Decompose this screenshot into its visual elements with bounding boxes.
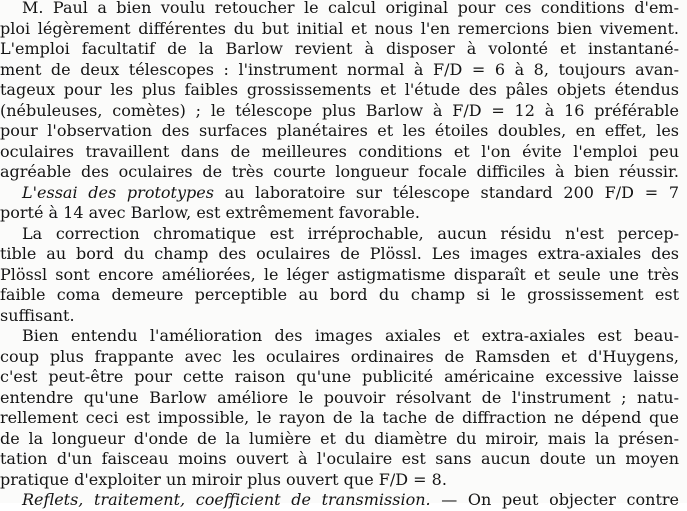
paragraph-4-line-4: entendre qu'une Barlow améliore le pouvoir résolvant de l'instrument ; natu- — [0, 387, 679, 407]
paragraph-2-line-2: porté à 14 avec Barlow, est extrêmement favorable. — [0, 203, 420, 222]
paragraph-3-line-4: faible coma demeure perceptible au bord du champ si le grossissement est — [0, 285, 679, 304]
paragraph-4-line-2: coup plus frappante avec les oculaires ordinaires de Ramsden et d'Huygens, — [0, 346, 679, 366]
paragraph-4-line-5: rellement ceci est impossible, le rayon de la tache de diffraction ne dépend que — [0, 408, 679, 427]
paragraph-2-line-1 — [0, 183, 679, 204]
paragraph-1-line-2: ploi légèrement différentes du but initial et nous l'en remercions bien vivement. — [0, 18, 679, 38]
paragraph-1-line-1: M. Paul a bien voulu retoucher le calcul original pour ces conditions d'em- — [22, 0, 679, 17]
paragraph-3-line-3: Plössl sont encore améliorées, le léger astigmatisme disparaît et seule une très — [0, 264, 679, 284]
paragraph-5-line-1 — [0, 490, 679, 511]
paragraph-3-line-2: tible au bord du champ des oculaires de Plössl. Les images extra-axiales des — [0, 244, 679, 263]
paragraph-1-line-7: pour l'observation des surfaces planétaires et les étoiles doubles, en effet, les — [0, 121, 679, 140]
paragraph-1-line-4: ment de deux télescopes : l'instrument normal à F/D = 6 à 8, toujours avan- — [0, 59, 679, 79]
paragraph-1-line-8: oculaires travaillent dans de meilleures conditions et l'on évite l'emploi peu — [0, 141, 679, 161]
paragraph-4-line-6: de la longueur d'onde de la lumière et du diamètre du miroir, mais la présen- — [0, 428, 679, 448]
paragraph-3-line-5: suffisant. — [0, 305, 75, 325]
italic-lead-reflets: Reflets, traitement, coefficient de transmission. — [22, 490, 431, 509]
paragraph-1-line-5: tageux pour les plus faibles grossissements et l'étude des pâles objets étendus — [0, 80, 679, 99]
paragraph-1-line-6: (nébuleuses, comètes) ; le télescope plus Barlow à F/D = 12 à 16 préférable — [0, 100, 679, 120]
paragraph-2-line-1-text: au laboratoire sur télescope standard 200 F/D = 7 — [213, 182, 679, 202]
paragraph-5-line-1-text: — On peut objecter contre — [430, 490, 679, 509]
italic-lead-prototypes: L'essai des prototypes — [22, 182, 214, 202]
paragraph-1-line-3: L'emploi facultatif de la Barlow revient à disposer à volonté et instantané- — [0, 39, 679, 58]
paragraph-4-line-8: pratique d'exploiter un miroir plus ouvert que F/D = 8. — [0, 469, 447, 489]
paragraph-4-line-3: c'est peut-être pour cette raison qu'une publicité américaine excessive laisse — [0, 367, 679, 386]
paragraph-4-line-1: Bien entendu l'amélioration des images axiales et extra-axiales est beau- — [22, 326, 679, 345]
paragraph-1-line-9: agréable des oculaires de très courte longueur focale difficiles à bien réussir. — [0, 162, 679, 181]
paragraph-4-line-7: tation d'un faisceau moins ouvert à l'oculaire est sans aucun doute un moyen — [0, 449, 679, 468]
paragraph-3-line-1: La correction chromatique est irréprochable, aucun résidu n'est percep- — [22, 223, 679, 243]
